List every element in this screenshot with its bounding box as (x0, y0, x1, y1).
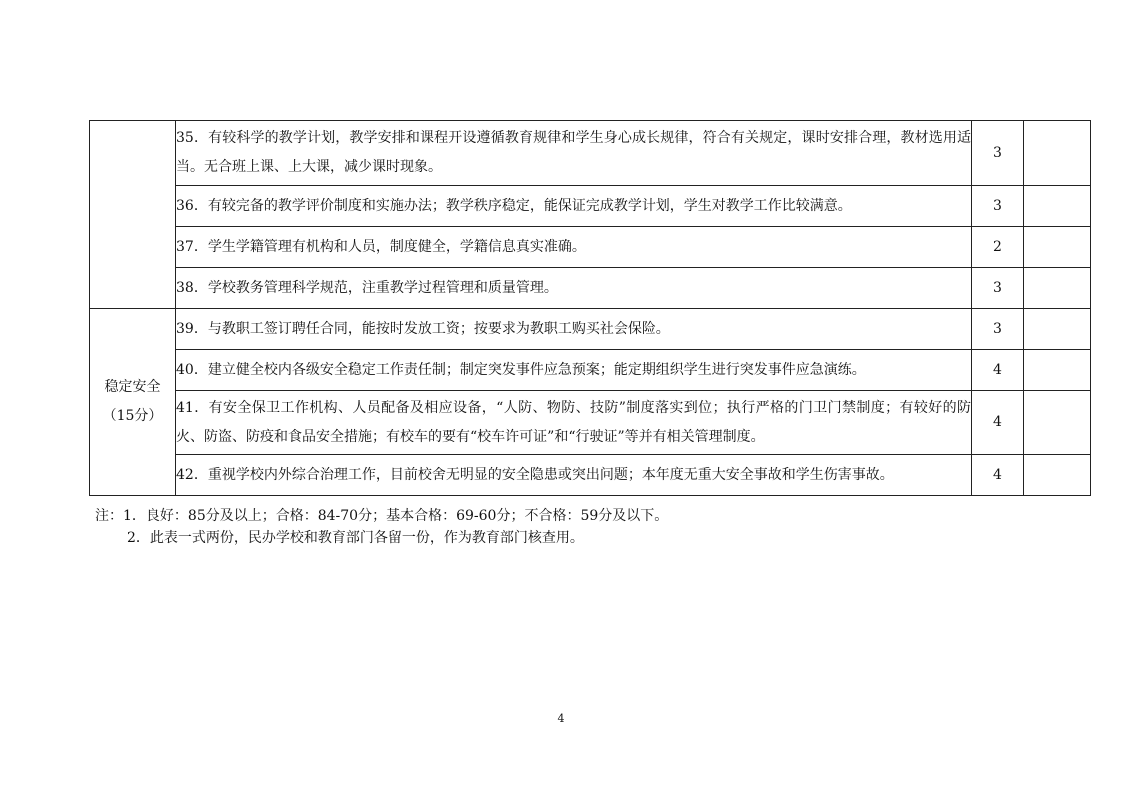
category-safety-name: 稳定安全 (104, 379, 161, 395)
table-row (90, 350, 1091, 391)
item-37-evaluation-cell (1024, 227, 1091, 268)
item-39-evaluation-cell (1024, 309, 1091, 350)
item-40-evaluation-cell (1024, 350, 1091, 391)
item-35-text: 35．有较科学的教学计划，教学安排和课程开设遵循教育规律和学生身心成长规律，符合有关规定，课时安排合理，教材选用适当。无合班上课、上大课，减少课时现象。 (176, 121, 972, 186)
evaluation-table (89, 120, 1091, 496)
table-row (90, 121, 1091, 186)
item-37-score: 2 (972, 227, 1024, 268)
item-42-text: 42．重视学校内外综合治理工作，目前校舍无明显的安全隐患或突出问题；本年度无重大安全事故和学生伤害事故。 (176, 455, 972, 496)
item-36-evaluation-cell (1024, 186, 1091, 227)
item-37-text: 37．学生学籍管理有机构和人员，制度健全，学籍信息真实准确。 (176, 227, 972, 268)
table-row (90, 309, 1091, 350)
item-38-evaluation-cell (1024, 268, 1091, 309)
category-cell-teaching (90, 121, 176, 309)
item-41-score: 4 (972, 391, 1024, 455)
category-safety-points: （15分） (102, 408, 163, 424)
item-42-evaluation-cell (1024, 455, 1091, 496)
item-36-text: 36．有较完备的教学评价制度和实施办法；教学秩序稳定，能保证完成教学计划，学生对教学工作比较满意。 (176, 186, 972, 227)
table-row (90, 455, 1091, 496)
table-row (90, 227, 1091, 268)
category-cell-safety (90, 309, 176, 496)
page-number: 4 (557, 712, 565, 725)
table-row (90, 186, 1091, 227)
item-41-evaluation-cell (1024, 391, 1091, 455)
item-40-text: 40．建立健全校内各级安全稳定工作责任制；制定突发事件应急预案；能定期组织学生进行突发事件应急演练。 (176, 350, 972, 391)
note-line-1: 注：1．良好：85分及以上；合格：84-70分；基本合格：69-60分；不合格：59分及以下。 (95, 508, 669, 524)
item-36-score: 3 (972, 186, 1024, 227)
item-39-text: 39．与教职工签订聘任合同，能按时发放工资；按要求为教职工购买社会保险。 (176, 309, 972, 350)
item-39-score: 3 (972, 309, 1024, 350)
item-35-evaluation-cell (1024, 121, 1091, 186)
table-row (90, 268, 1091, 309)
notes-section (95, 505, 668, 549)
item-38-score: 3 (972, 268, 1024, 309)
item-41-text: 41．有安全保卫工作机构、人员配备及相应设备，“人防、物防、技防”制度落实到位；执行严格的门卫门禁制度；有较好的防火、防盗、防疫和食品安全措施；有校车的要有“校车许可证”和“行驶证”等并有相关管理制度。 (176, 391, 972, 455)
item-40-score: 4 (972, 350, 1024, 391)
item-42-score: 4 (972, 455, 1024, 496)
item-35-score: 3 (972, 121, 1024, 186)
note-line-2: 2．此表一式两份，民办学校和教育部门各留一份，作为教育部门核查用。 (127, 530, 584, 546)
item-38-text: 38．学校教务管理科学规范，注重教学过程管理和质量管理。 (176, 268, 972, 309)
table-row (90, 391, 1091, 455)
